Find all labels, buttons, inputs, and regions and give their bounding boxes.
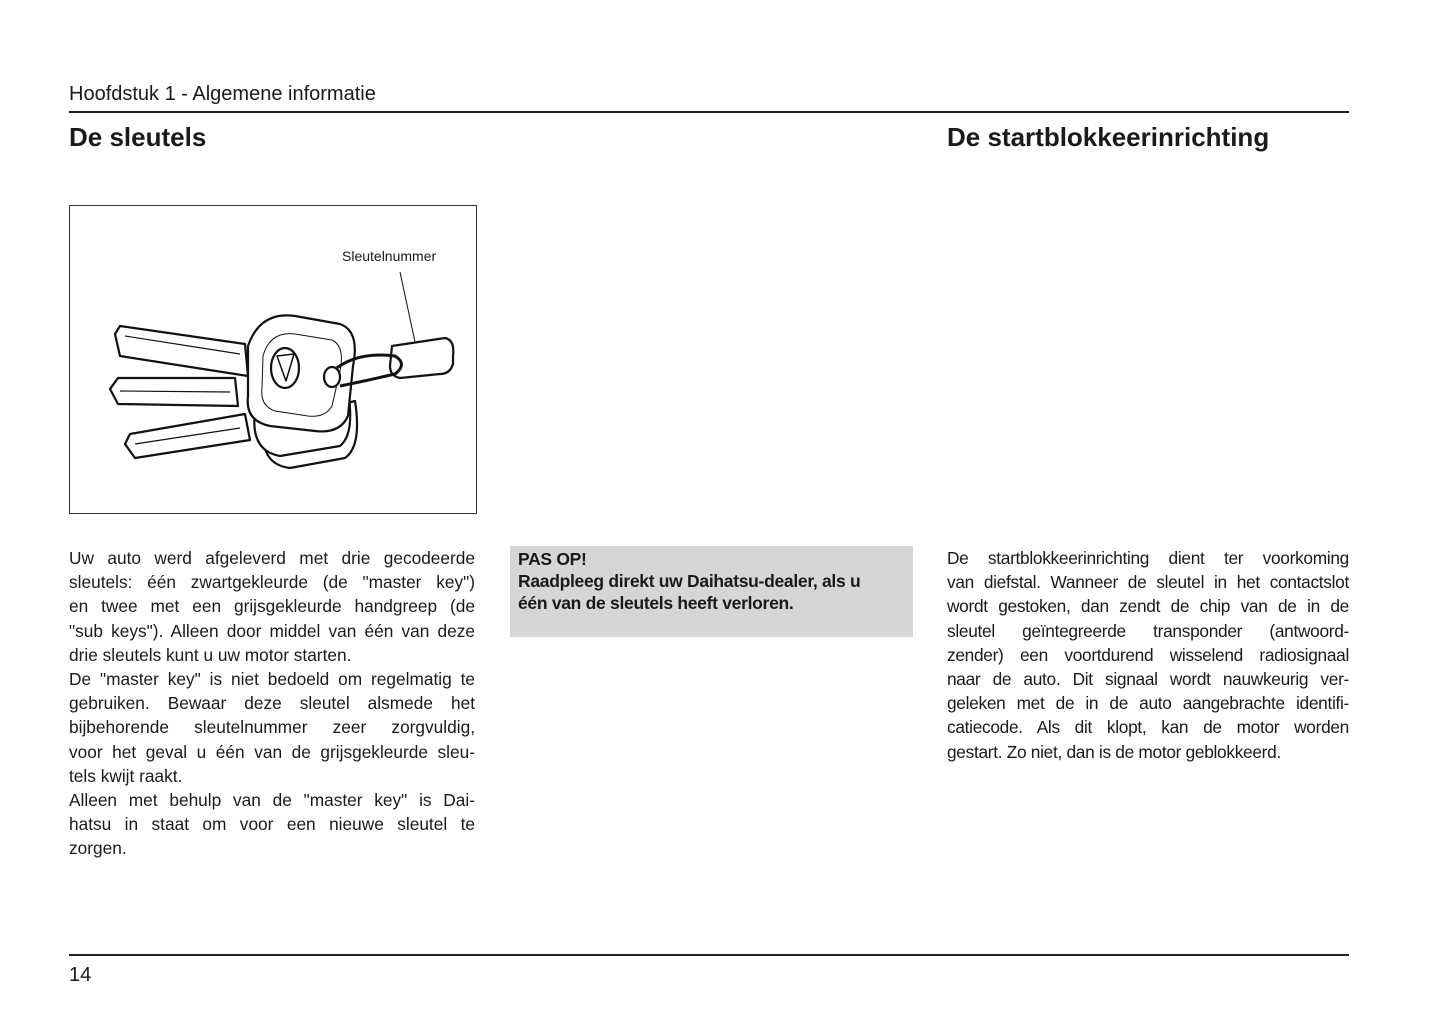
text-line: naar de auto. Dit signaal wordt nauwkeurig ver- <box>947 668 1349 689</box>
immobilizer-text <box>947 546 1349 764</box>
text-line: en twee met een grijsgekleurde handgreep (de <box>69 596 475 617</box>
text-line: gebruiken. Bewaar deze sleutel alsmede het <box>69 693 475 714</box>
warning-line: Raadpleeg direkt uw Daihatsu-dealer, als u <box>518 571 861 591</box>
text-line: De "master key" is niet bedoeld om regelmatig te <box>69 668 475 689</box>
text-line: geleken met de in de auto aangebrachte identifi- <box>947 693 1349 714</box>
paragraph <box>69 546 475 667</box>
text-line: gestart. Zo niet, dan is de motor geblokkeerd. <box>947 741 1281 762</box>
text-line: sleutel geïntegreerde transponder (antwoord- <box>947 620 1349 641</box>
chapter-header: Hoofdstuk 1 - Algemene informatie <box>69 83 376 105</box>
warning-line: één van de sleutels heeft verloren. <box>518 593 794 613</box>
text-line: voor het geval u één van de grijsgekleurde sleu- <box>69 741 475 762</box>
text-line: "sub keys"). Alleen door middel van één van deze <box>69 620 475 641</box>
paragraph <box>69 667 475 788</box>
header-rule <box>69 111 1349 113</box>
text-line: sleutels: één zwartgekleurde (de "master key") <box>69 572 475 593</box>
warning-heading: PAS OP! <box>518 549 587 569</box>
text-line: Alleen met behulp van de "master key" is Dai- <box>69 789 475 810</box>
text-line: van diefstal. Wanneer de sleutel in het contactslot <box>947 572 1349 593</box>
text-line: catiecode. Als dit klopt, kan de motor worden <box>947 717 1349 738</box>
text-line: bijbehorende sleutelnummer zeer zorgvuldig, <box>69 717 475 738</box>
text-line: hatsu in staat om voor een nieuwe sleutel te <box>69 814 475 835</box>
text-line: De startblokkeerinrichting dient ter voorkoming <box>947 548 1349 568</box>
text-line: drie sleutels kunt u uw motor starten. <box>69 644 352 665</box>
text-line: Uw auto werd afgeleverd met drie gecodeerde <box>69 548 475 568</box>
text-line: tels kwijt raakt. <box>69 765 183 786</box>
paragraph <box>69 788 475 861</box>
section-title-immobilizer: De startblokkeerinrichting <box>947 122 1270 152</box>
section-title-keys: De sleutels <box>69 122 207 152</box>
key-number-label: Sleutelnummer <box>342 248 437 264</box>
text-line: wordt gestoken, dan zendt de chip van de in de <box>947 596 1349 617</box>
page-number: 14 <box>69 964 92 986</box>
text-line: zorgen. <box>69 838 127 859</box>
warning-box <box>510 546 913 637</box>
keys-text <box>69 546 475 860</box>
keys-illustration <box>69 205 477 514</box>
text-line: zender) een voortdurend wisselend radiosignaal <box>947 644 1349 665</box>
footer-rule <box>69 954 1349 956</box>
